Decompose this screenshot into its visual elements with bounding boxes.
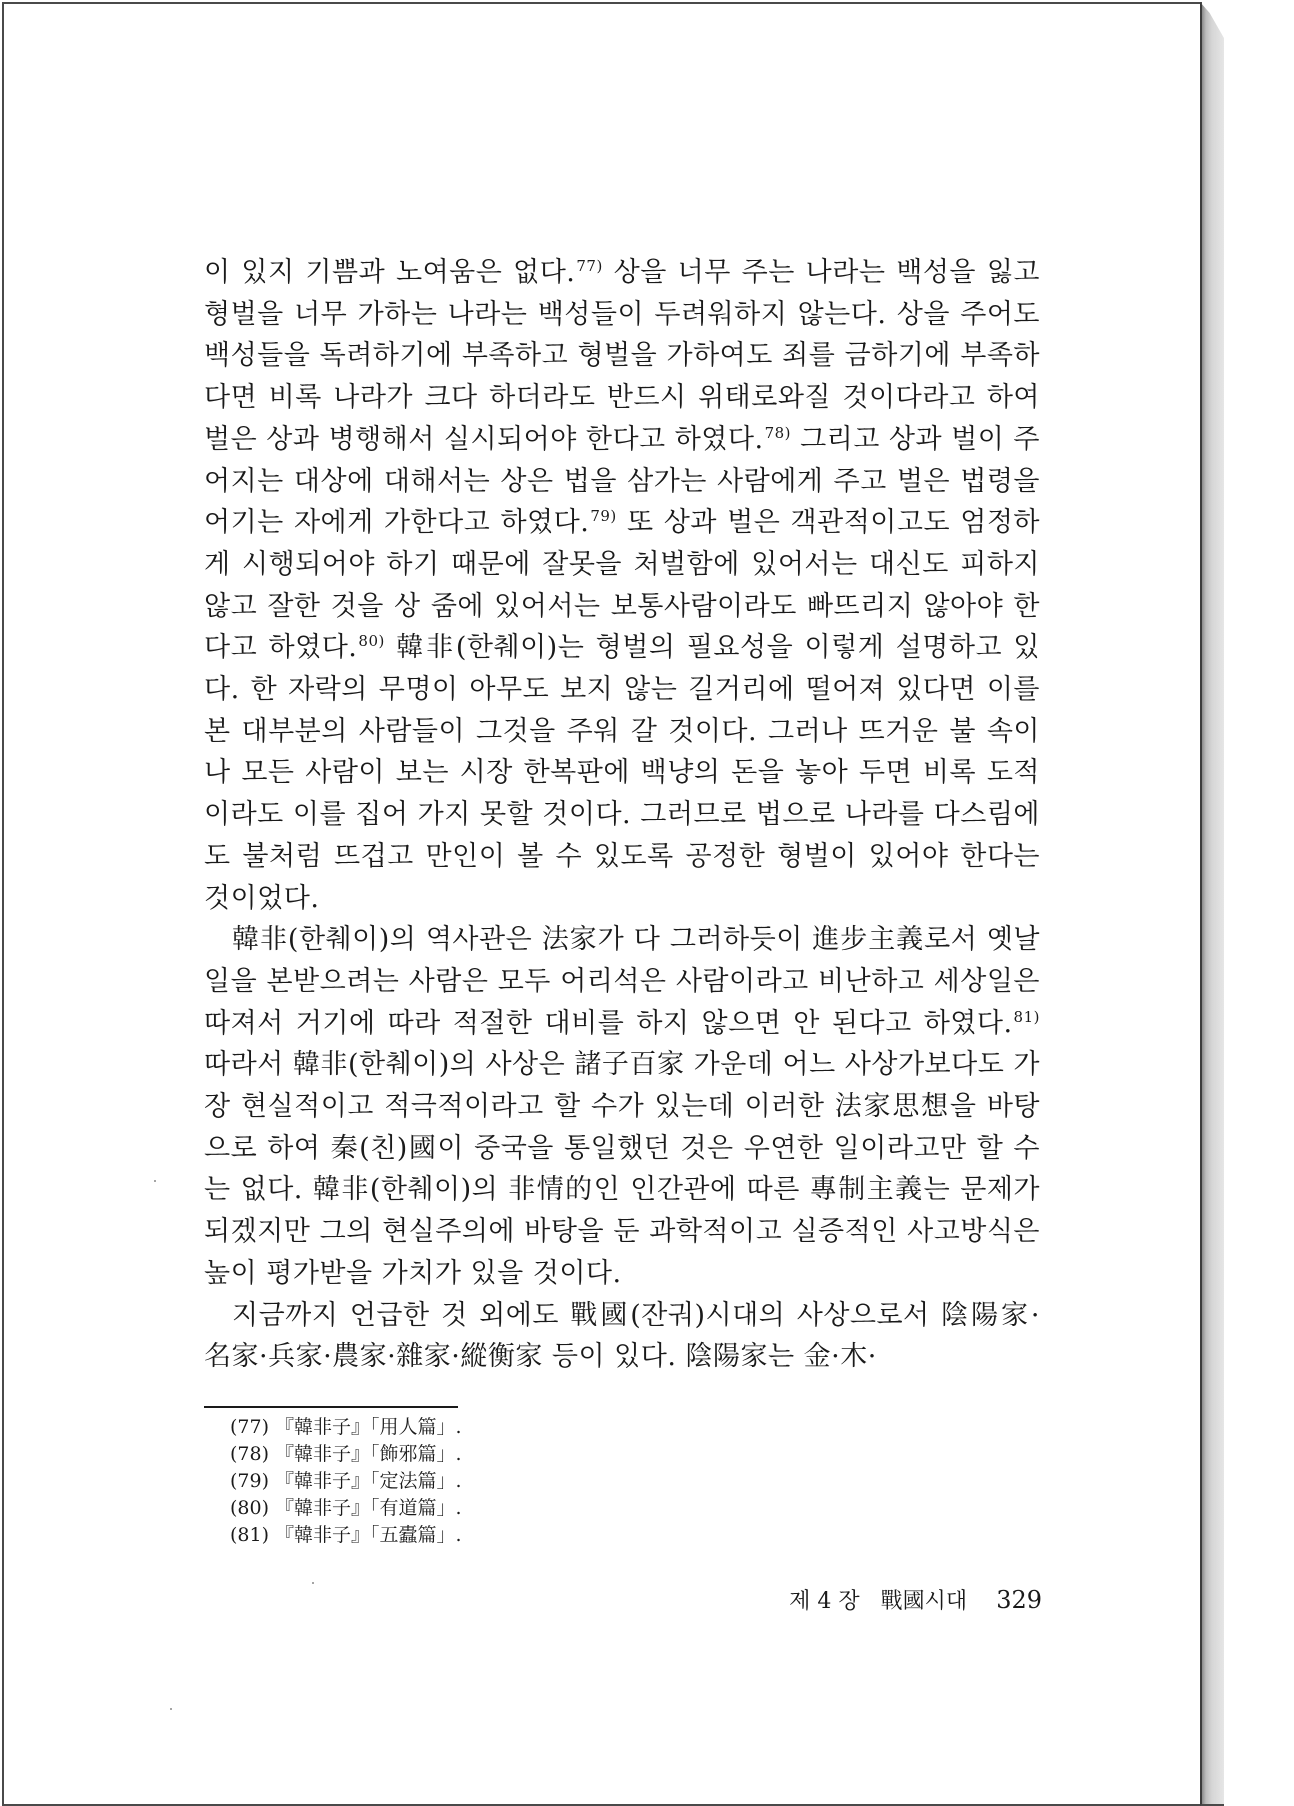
text-run: 또 상과 벌은 객관적이고도 엄정하게 시행되어야 하기 때문에 잘못을 처벌함에 있어서는 대신도 피하지 않고 잘한 것을 상 줌에 있어서는 보통사람이라도 빠뜨리지 않아야 한다고 하였다. [204, 507, 1040, 664]
footnotes [230, 1414, 630, 1549]
paragraph-3 [204, 1295, 1040, 1378]
text-run: 따라서 韓非(한췌이)의 사상은 諸子百家 가운데 어느 사상가보다도 가장 현실적이고 적극적이라고 할 수가 있는데 이러한 法家思想을 바탕으로 하여 秦(친)國이 중국을 통일했던 것은 우연한 일이라고만 할 수는 없다. 韓非(한췌이)의 非情的인 인간관에 따른 專制主義는 문제가 되겠지만 그의 현실주의에 바탕을 둔 과학적이고 실증적인 사고방식은 높이 평가받을 가치가 있을 것이다. [204, 1049, 1040, 1289]
paragraph-2 [204, 919, 1040, 1294]
scan-speck [154, 1180, 156, 1182]
scan-speck [312, 1582, 314, 1584]
footnote-81: (81) 『韓非子』「五蠹篇」. [230, 1524, 462, 1546]
footnote-ref: 78) [764, 423, 792, 442]
text-run: 그리고 상과 벌이 주어지는 대상에 대해서는 상은 법을 삼가는 사람에게 주고 벌은 법령을 어기는 자에게 가한다고 하였다. [204, 423, 1041, 539]
page-edge-shadow [1200, 2, 1224, 1806]
footnote-80: (80) 『韓非子』「有道篇」. [230, 1497, 462, 1519]
footnote-divider [204, 1406, 458, 1408]
footnote-79: (79) 『韓非子』「定法篇」. [230, 1470, 462, 1492]
footer-title: 戰國시대 [880, 1589, 968, 1614]
paragraph-1 [204, 252, 1040, 919]
footnote-ref: 81) [1013, 1007, 1040, 1026]
text-run: 상을 너무 주는 나라는 백성을 잃고 형벌을 너무 가하는 나라는 백성들이 두려워하지 않는다. 상을 주어도 백성들을 독려하기에 부족하고 형벌을 가하여도 죄를 금하기에 부족하다면 비록 나라가 크다 하더라도 반드시 위태로와질 것이다라고 하여 벌은 상과 병행해서 실시되어야 한다고 하였다. [204, 257, 1040, 455]
running-footer [760, 1584, 1042, 1615]
text-run: 韓非(한췌이)의 역사관은 法家가 다 그러하듯이 進步主義로서 옛날 일을 본받으려는 사람은 모두 어리석은 사람이라고 비난하고 세상일은 따져서 거기에 따라 적절한 대비를 하지 않으면 안 된다고 하였다. [204, 924, 1040, 1039]
text-run: 韓非(한췌이)는 형벌의 필요성을 이렇게 설명하고 있다. 한 자락의 무명이 아무도 보지 않는 길거리에 떨어져 있다면 이를 본 대부분의 사람들이 그것을 주워 갈 것이다. 그러나 뜨거운 불 속이나 모든 사람이 보는 시장 한복판에 백냥의 돈을 놓아 두면 비록 도적이라도 이를 집어 가지 못할 것이다. 그러므로 법으로 나라를 다스림에도 불처럼 뜨겁고 만인이 볼 수 있도록 공정한 형벌이 있어야 한다는 것이었다. [204, 632, 1041, 914]
text-run: 이 있지 기쁨과 노여움은 없다. [204, 257, 576, 288]
text-run: 지금까지 언급한 것 외에도 戰國(잔궈)시대의 사상으로서 陰陽家·名家·兵家·農家·雜家·縱衡家 등이 있다. 陰陽家는 金·木· [204, 1299, 1040, 1373]
footer-chapter: 제 4 장 [789, 1589, 860, 1614]
footnote-78: (78) 『韓非子』「飾邪篇」. [230, 1443, 462, 1465]
footnote-77: (77) 『韓非子』「用人篇」. [230, 1416, 462, 1438]
page-number: 329 [996, 1586, 1042, 1614]
footnote-ref: 79) [590, 507, 617, 526]
scan-speck [170, 1708, 172, 1710]
footnote-ref: 80) [358, 632, 385, 651]
body-text [204, 252, 1040, 1378]
footnote-ref: 77) [576, 257, 603, 275]
